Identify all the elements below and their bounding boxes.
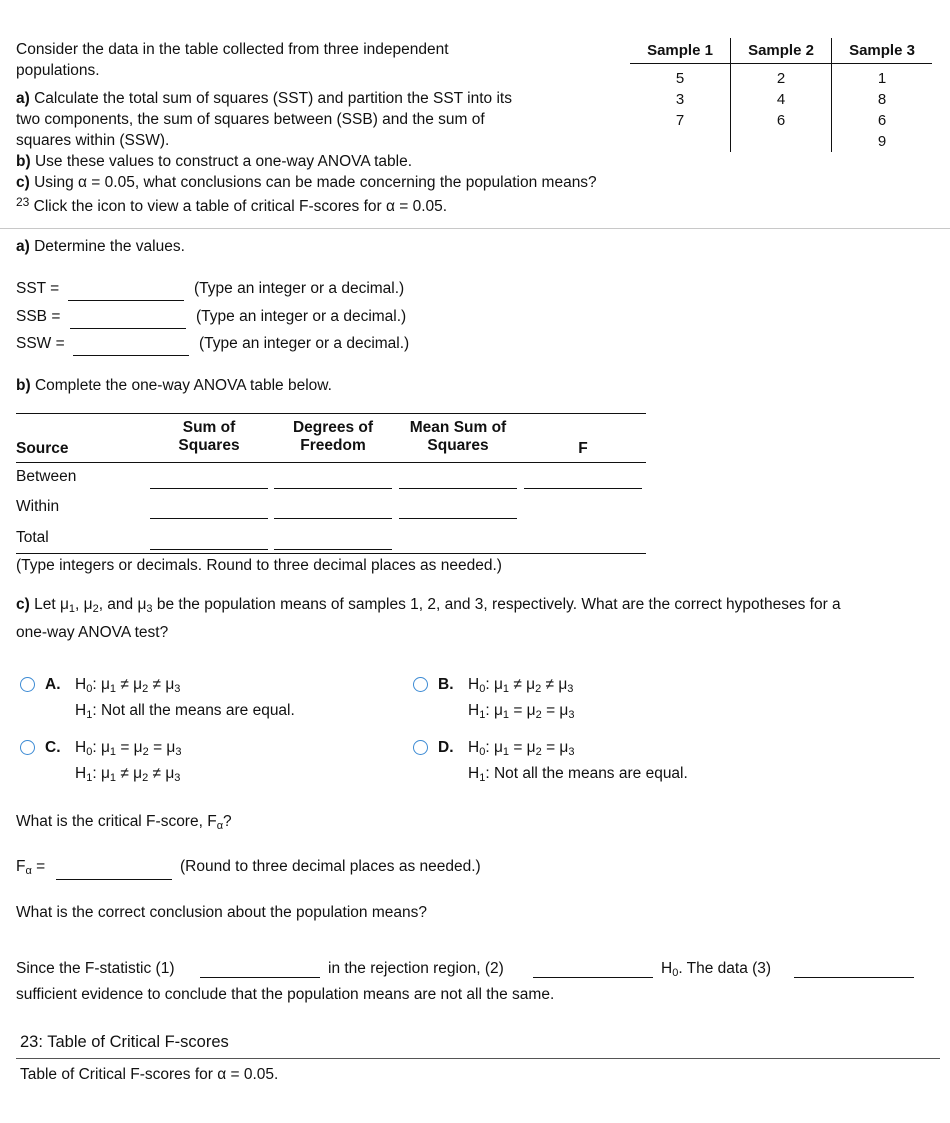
table-cell: 5	[675, 70, 685, 87]
intro-line: populations.	[16, 62, 100, 79]
option-d-letter: D.	[438, 739, 454, 756]
conclusion-text-3: $H_0$. The data (3)	[661, 960, 772, 979]
critical-table-link[interactable]: $^{23}$ Click the icon to view a table of critical F-scores for α = 0.05.	[16, 195, 448, 215]
part-a-instruction: two components, the sum of squares between (SSB) and the sum of	[16, 111, 485, 128]
option-c-letter: C.	[45, 739, 61, 756]
col-source: Source	[16, 440, 69, 457]
f-statistic-input[interactable]	[524, 488, 642, 489]
reference-divider	[16, 1058, 940, 1059]
ssw-hint: (Type an integer or a decimal.)	[199, 335, 410, 352]
option-a-letter: A.	[45, 676, 61, 693]
option-a-h0: $H_0$: $\mu_1 \ne \mu_2 \ne \mu_3$	[75, 676, 181, 695]
reference-marker: 23	[16, 195, 30, 209]
reference-title: 23: Table of Critical F-scores	[20, 1033, 229, 1051]
option-b-h0: $H_0$: $\mu_1 \ne \mu_2 \ne \mu_3$	[468, 676, 574, 695]
ssb-label: SSB =	[16, 308, 61, 325]
sst-input[interactable]	[68, 300, 184, 301]
option-b-h1: $H_1$: $\mu_1 = \mu_2 = \mu_3$	[468, 702, 575, 721]
section-divider	[0, 228, 950, 229]
option-d-radio[interactable]	[413, 740, 428, 755]
row-within-label: Within	[16, 498, 60, 515]
header-sample-2: Sample 2	[748, 42, 814, 59]
conclusion-question: What is the correct conclusion about the population means?	[16, 904, 427, 921]
table-cell: 3	[675, 91, 685, 108]
conclusion-text-2: in the rejection region, (2)	[328, 960, 504, 977]
conclusion-text-4: sufficient evidence to conclude that the population means are not all the same.	[16, 986, 555, 1003]
ssw-label: SSW =	[16, 335, 65, 352]
sst-label: SST =	[16, 280, 60, 297]
option-c-radio[interactable]	[20, 740, 35, 755]
col-mean-squares: Mean Sum of Squares	[409, 419, 507, 454]
within-ss-input[interactable]	[150, 518, 268, 519]
part-c-instruction: c) Using α = 0.05, what conclusions can be made concerning the population means?	[16, 174, 597, 191]
table-cell: 6	[776, 112, 786, 129]
anova-top-rule	[16, 413, 646, 414]
option-d-h0: $H_0$: $\mu_1 = \mu_2 = \mu_3$	[468, 739, 575, 758]
table-cell: 7	[675, 112, 685, 129]
table-cell: 1	[877, 70, 887, 87]
table-cell: 6	[877, 112, 887, 129]
header-sample-3: Sample 3	[849, 42, 915, 59]
part-c-question: one-way ANOVA test?	[16, 624, 169, 641]
header-sample-1: Sample 1	[647, 42, 713, 59]
option-d-h1: $H_1$: Not all the means are equal.	[468, 765, 688, 784]
conclusion-dropdown-1[interactable]	[200, 977, 320, 978]
within-ms-input[interactable]	[399, 518, 517, 519]
part-a-instruction: squares within (SSW).	[16, 132, 170, 149]
col-degrees-of-freedom: Degrees of Freedom	[292, 419, 374, 454]
part-b-instruction: b) Use these values to construct a one-way ANOVA table.	[16, 153, 413, 170]
ssw-input[interactable]	[73, 355, 189, 356]
anova-bottom-rule	[16, 553, 646, 554]
f-alpha-label: $F_\alpha$ =	[16, 858, 46, 877]
ssb-input[interactable]	[70, 328, 186, 329]
row-between-label: Between	[16, 468, 77, 485]
conclusion-dropdown-3[interactable]	[794, 977, 914, 978]
option-b-radio[interactable]	[413, 677, 428, 692]
between-ms-input[interactable]	[399, 488, 517, 489]
row-total-label: Total	[16, 529, 49, 546]
table-cell: 4	[776, 91, 786, 108]
option-b-letter: B.	[438, 676, 454, 693]
part-b-hint: (Type integers or decimals. Round to three decimal places as needed.)	[16, 557, 502, 574]
option-c-h0: $H_0$: $\mu_1 = \mu_2 = \mu_3$	[75, 739, 182, 758]
anova-header-rule	[16, 462, 646, 463]
part-b-title: b) Complete the one-way ANOVA table below.	[16, 377, 332, 394]
within-df-input[interactable]	[274, 518, 392, 519]
option-a-h1: $H_1$: Not all the means are equal.	[75, 702, 295, 721]
conclusion-dropdown-2[interactable]	[533, 977, 653, 978]
option-a-radio[interactable]	[20, 677, 35, 692]
table-cell: 8	[877, 91, 887, 108]
reference-subtitle: Table of Critical F-scores for α = 0.05.	[20, 1066, 279, 1083]
part-a-instruction: a) Calculate the total sum of squares (SST) and partition the SST into its	[16, 90, 512, 107]
sst-hint: (Type an integer or a decimal.)	[194, 280, 405, 297]
critical-f-question: What is the critical F-score, $F_\alpha$?	[16, 813, 232, 832]
part-a-title: a) Determine the values.	[16, 238, 185, 255]
between-ss-input[interactable]	[150, 488, 268, 489]
between-df-input[interactable]	[274, 488, 392, 489]
conclusion-text-1: Since the F-statistic (1)	[16, 960, 175, 977]
total-df-input[interactable]	[274, 549, 392, 550]
part-c-question: c) Let $\mu_1$, $\mu_2$, and $\mu_3$ be the population means of samples 1, 2, and 3, respectively. What are the correct hypotheses for a	[16, 596, 841, 615]
total-ss-input[interactable]	[150, 549, 268, 550]
option-c-h1: $H_1$: $\mu_1 \ne \mu_2 \ne \mu_3$	[75, 765, 181, 784]
f-alpha-input[interactable]	[56, 879, 172, 880]
table-cell: 2	[776, 70, 786, 87]
intro-line: Consider the data in the table collected from three independent	[16, 41, 449, 58]
col-f: F	[578, 440, 588, 457]
col-sum-of-squares: Sum of Squares	[178, 419, 240, 454]
ssb-hint: (Type an integer or a decimal.)	[196, 308, 407, 325]
table-cell: 9	[877, 133, 887, 150]
f-alpha-hint: (Round to three decimal places as needed.)	[180, 858, 481, 875]
